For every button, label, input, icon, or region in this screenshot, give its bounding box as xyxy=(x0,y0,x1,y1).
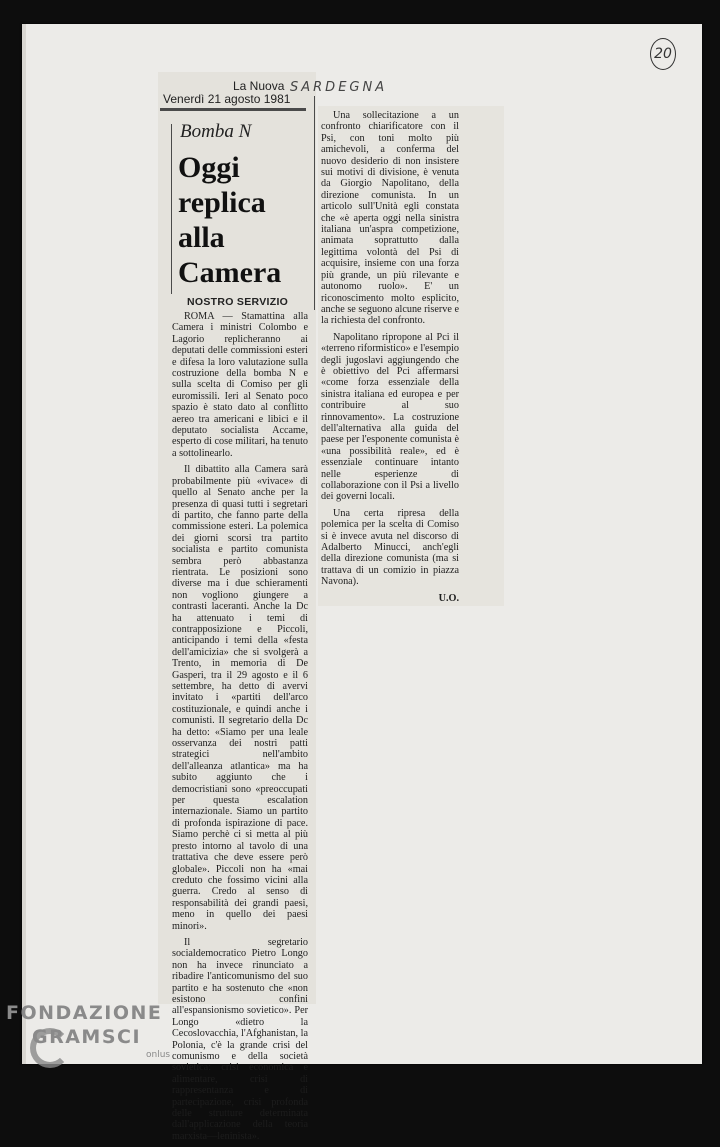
archive-logo-sub: onlus xyxy=(146,1050,171,1060)
article-column-left xyxy=(172,311,308,1147)
paragraph: ROMA — Stamattina alla Camera i ministri Colombo e Lagorio replicheranno ai deputati delle commissioni esteri e difesa la loro valutazione sulla costruzione della bomba N e sulla scelta di Comiso per gli euromissili. Ieri al Senato poco spazio è stato dato al conflitto aereo tra americani e libici e il deputato socialista Accame, esperto di cose militari, ha tenuto a sottolinearlo. xyxy=(172,311,308,459)
paragraph: Una sollecitazione a un confronto chiarificatore con il Psi, con toni molto più amichevoli, a conferma del nuovo desiderio di non insistere sui motivi di divisione, è venuta da Giorgio Napolitano, della direzione comunista. In un articolo sull'Unità egli constata che «è aperta oggi nella sinistra italiana un'aspra competizione, animata soprattutto dalla legittima volontà del Psi di acquisire, insieme con una forza più grande, un più rilevante e autonomo ruolo». E' un riconoscimento molto esplicito, anche se seguono alcune riserve e la richiesta del confronto. xyxy=(321,110,459,327)
article-column-right xyxy=(321,110,459,604)
paragraph: Napolitano ripropone al Pci il «terreno riformistico» e l'esempio degli jugoslavi aggiungendo che è obiettivo del Pci affermarsi «come forza essenziale della sinistra italiana ed europea e per contribuire al suo rinnovamento». La costruzione dell'alternativa alla guida del paese per l'esponente comunista è «una possibilità reale», ed è essenziale continuare intanto nelle esperienze di collaborazione con il Psi a livello dei governi locali. xyxy=(321,331,459,503)
article-headline: Oggi replica alla Camera xyxy=(178,151,282,289)
handwritten-note: SARDEGNA xyxy=(290,80,388,95)
paragraph: Il dibattito alla Camera sarà probabilmente più «vivace» di quello al Senato anche per la presenza di quasi tutti i segretari di partito, che fanno parte della commissione esteri. La polemica dei giorni scorsi tra partito socialista e partito comunista sembra però abbastanza rientrata. Le posizioni sono diverse ma i due schieramenti non vogliono giungere a contrasti laceranti. Anche la Dc ha attenuato i temi di contrapposizione e Piccoli, anticipando i temi della «festa dell'amicizia» che si svolgerà a Trento, in memoria di De Gasperi, tra il 29 agosto e il 6 settembre, ha detto di avervi invitato i «partiti dell'arco costituzionale, e quindi anche i comunisti. Il segretario della Dc ha detto: «Siamo per una leale osservanza dei nostri patti strategici nell'ambito dell'alleanza atlantica» ma ha subito aggiunto che i democristiani sono «preoccupati per questa escalation internazionale. Siamo un partito di profonda ispirazione di pace. Siamo perchè ci si metta al più presto intorno al tavolo di una trattativa che deve essere però globale». Piccoli non ha «mai creduto che fossimo vicini alla guerra. Credo al senso di responsabilità dei grandi paesi, meno in quello dei paesi minori». xyxy=(172,464,308,932)
paragraph: Una certa ripresa della polemica per la scelta di Comiso si è invece avuta nel discorso di Adalberto Minucci, anch'egli della direzione comunista (ma si trattava di un comizio in piazza Navona). xyxy=(321,507,459,588)
archive-logo-line1: FONDAZIONE xyxy=(6,1002,163,1024)
masthead-date: Venerdì 21 agosto 1981 xyxy=(163,92,291,106)
article-byline: NOSTRO SERVIZIO xyxy=(187,296,289,308)
paragraph: Il segretario socialdemocratico Pietro Longo non ha invece rinunciato a ribadire l'anticomunismo del suo partito e ha sostenuto che «non esistono confini all'espansionismo sovietico». Per Longo «dietro la Cecoslovacchia, l'Afghanistan, la Polonia, c'è la grande crisi del comunismo e della società sovietica: crisi economica e alimentare, crisi di rappresentanza e di partecipazione, crisi profonda delle strutture determinata dall'applicazione della teoria marxista—leninista». xyxy=(172,936,308,1142)
page-number: 20 xyxy=(650,38,676,70)
article-signature: U.O. xyxy=(438,592,459,604)
masthead-rule xyxy=(160,108,306,111)
masthead-paper: La Nuova xyxy=(233,79,285,93)
sheet-edge xyxy=(22,24,26,1064)
column-divider xyxy=(314,96,315,310)
article-kicker: Bomba N xyxy=(180,121,252,142)
archive-logo-line2: GRAMSCI xyxy=(32,1026,142,1048)
headline-rule xyxy=(171,124,172,294)
